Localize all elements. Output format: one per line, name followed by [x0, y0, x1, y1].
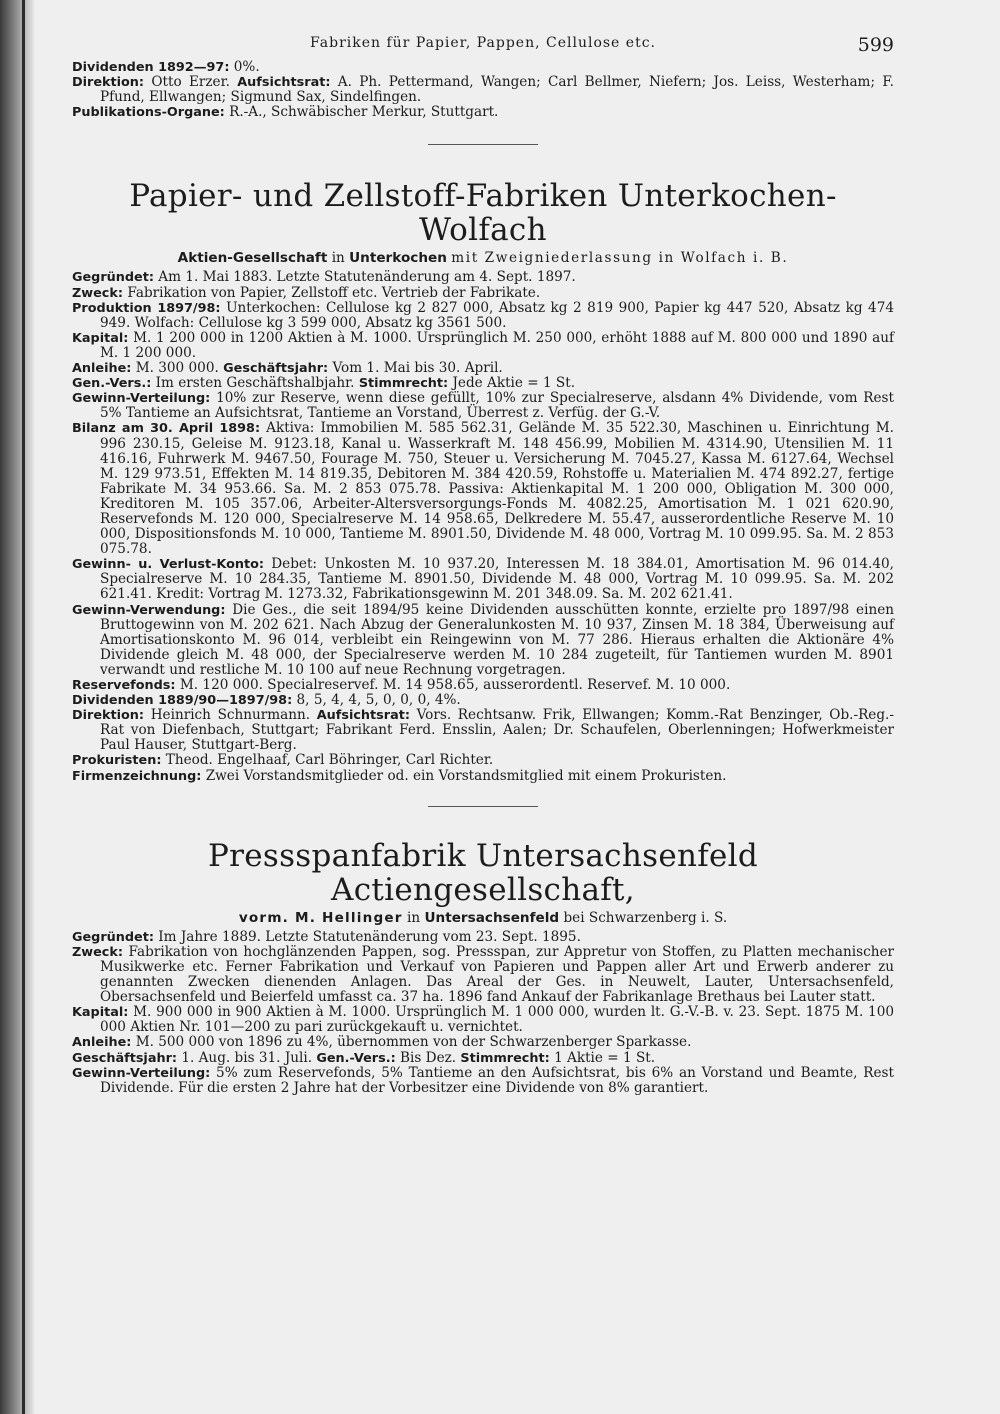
company-subtitle [72, 911, 894, 926]
page-number: 599 [857, 34, 894, 56]
entry-label: Dividenden 1892—97: [72, 60, 230, 75]
entry-label: Gewinn-Verteilung: [72, 391, 211, 407]
entry-balance-sheet [72, 421, 894, 557]
running-title: Fabriken für Papier, Pappen, Cellulose etc. [310, 35, 656, 51]
entry-label: Kapital: [72, 1005, 129, 1021]
entry-label: Prokuristen: [72, 753, 162, 769]
entry-label: Gewinn-Verwendung: [72, 602, 226, 618]
company-place: Unterkochen [349, 250, 447, 267]
entry-label: Zweck: [72, 944, 123, 960]
entry-text: M. 1 200 000 in 1200 Aktien à M. 1000. Ursprünglich M. 250 000, erhöht 1888 auf M. 800 000 und 1890 auf M. 1 200 000. [100, 329, 894, 361]
entry-text: Im ersten Geschäftshalbjahr. [155, 375, 355, 392]
entry-text: M. 900 000 in 900 Aktien à M. 1000. Ursprünglich M. 1 000 000, wurden lt. G.-V.-B. v. 23. Sept. 1875 M. 100 000 Aktien Nr. 101—200 zu pari zurückgekauft u. vernichtet. [100, 1004, 894, 1036]
company-form: vorm. M. Hellinger [238, 909, 403, 926]
entry-text: Bis Dez. [400, 1049, 457, 1066]
entry-text: Otto Erzer. [151, 74, 230, 91]
entry-label: Dividenden 1889/90—1897/98: [72, 693, 293, 709]
entry-label: Bilanz am 30. April 1898: [72, 421, 261, 437]
entry-text: M. 300 000. [135, 360, 219, 377]
entry-line [72, 105, 894, 120]
entry-line [72, 60, 894, 75]
entry-text: Unterkochen: Cellulose kg 2 827 000, Absatz kg 2 819 900, Papier kg 447 520, Absatz kg 474 949. Wolfach: Cellulose kg 3 599 000, Absatz kg 3561 500. [100, 299, 895, 331]
entry-label: Gen.-Vers.: [316, 1050, 396, 1066]
entry-text: 0%. [233, 59, 260, 75]
entry-label: Gen.-Vers.: [72, 376, 152, 392]
entry-text: Am 1. Mai 1883. Letzte Statutenänderung am 4. Sept. 1897. [158, 269, 576, 286]
entry-capital [72, 331, 894, 361]
entry-text: M. 500 000 von 1896 zu 4%, übernommen von der Schwarzenberger Sparkasse. [135, 1034, 692, 1051]
entry-loan [72, 361, 894, 376]
entry-procurists [72, 753, 894, 768]
entry-label: Direktion: [72, 708, 145, 724]
section-divider [428, 144, 538, 145]
company-entry-unterkochen [72, 179, 894, 783]
company-place: Untersachsenfeld [424, 909, 560, 926]
entry-label: Stimmrecht: [358, 376, 449, 392]
entry-label: Aufsichtsrat: [316, 708, 410, 724]
entry-label: Gegründet: [72, 929, 154, 945]
entry-text: A. Ph. Pettermand, Wangen; Carl Bellmer, Niefern; Jos. Leiss, Westerham; F. Pfund, Ellwangen; Sigmund Sax, Sindelfingen. [100, 74, 894, 106]
spine-edge-line [22, 0, 25, 1414]
entry-text: 5% zum Reservefonds, 5% Tantieme an den Aufsichtsrat, bis 6% an Vorstand und Beamte, Rest Dividende. Für die ersten 2 Jahre hat der Vorbesitzer eine Dividende von 8% garantiert. [100, 1064, 894, 1096]
company-title: Pressspanfabrik Untersachsenfeld Actiengesellschaft, [207, 837, 759, 908]
entry-label: Gegründet: [72, 270, 154, 286]
entry-text: 8, 5, 4, 4, 5, 0, 0, 0, 4%. [296, 692, 461, 709]
entry-text: Debet: Unkosten M. 10 937.20, Interessen M. 18 384.01, Amortisation M. 96 014.40, Specialreserve M. 10 284.35, Tantieme M. 8901.50, Dividende M. 48 000, Vortrag M. 10 099.95. Sa. M. 202 621.41. Kredit: Vortrag M. 1273.32, Fabrikationsgewinn M. 201 348.09. Sa. M. 202 621.41. [100, 556, 894, 603]
entry-management [72, 708, 894, 753]
entry-label: Firmenzeichnung: [72, 768, 202, 784]
entry-profit-use [72, 603, 894, 678]
entry-purpose [72, 945, 894, 1005]
entry-text: Vors. Rechtsanw. Frik, Ellwangen; Komm.-Rat Benzinger, Ob.-Reg.-Rat von Diefenbach, Stuttgart; Fabrikant Ferd. Ensslin, Aalen; Dr. Schaufelen, Oberlenningen; Hofwerkmeister Paul Hauser, Stuttgart-Berg. [100, 707, 894, 754]
entry-label: Stimmrecht: [460, 1050, 550, 1066]
company-title: Papier- und Zellstoff-Fabriken Unterkochen-Wolfach [129, 178, 837, 249]
entry-text: Jede Aktie = 1 St. [452, 375, 576, 392]
entry-label: Kapital: [72, 330, 129, 346]
entry-profit-distribution [72, 1066, 894, 1096]
entry-purpose [72, 286, 894, 301]
section-divider [428, 806, 538, 807]
subtitle-rest: bei Schwarzenberg i. S. [563, 909, 728, 926]
entry-text: Heinrich Schnurmann. [150, 707, 311, 724]
book-spine-shadow [0, 0, 34, 1414]
entry-text: Aktiva: Immobilien M. 585 562.31, Gelände M. 35 522.30, Maschinen u. Einrichtung M. 996 230.15, Geleise M. 9123.18, Kanal u. Wasserkraft M. 148 456.99, Mobilien M. 4314.90, Utensilien M. 11 416.16, Fuhrwerk M. 9467.50, Fourage M. 750, Steuer u. Versicherung M. 7045.27, Kassa M. 6127.64, Wechsel M. 129 973.51, Effekten M. 14 819.35, Debitoren M. 384 420.59, Rohstoffe u. Materialien M. 474 892.27, fertige Fabrikate M. 34 953.66. Sa. M. 2 853 075.78. Passiva: Aktienkapital M. 1 200 000, Obligation M. 300 000, Kreditoren M. 105 357.06, Arbeiter-Altersversorgungs-Fonds M. 4082.25, Amortisation M. 1 021 620.90, Reservefonds M. 120 000, Specialreserve M. 14 958.65, Delkredere M. 55.47, ausserordentliche Reserve M. 10 000, Dispositionsfonds M. 10 000, Tantieme M. 8901.50, Dividende M. 48 000, Vortrag M. 10 099.95. Sa. M. 2 853 075.78. [100, 420, 894, 558]
entry-text: Vom 1. Mai bis 30. April. [332, 360, 503, 377]
entry-text: M. 120 000. Specialreservef. M. 14 958.65, ausserordentl. Reservef. M. 10 000. [179, 677, 731, 693]
company-subtitle [72, 251, 894, 266]
entry-reserve-fund [72, 678, 894, 693]
entry-label: Geschäftsjahr: [223, 361, 329, 377]
entry-text: Im Jahre 1889. Letzte Statutenänderung vom 23. Sept. 1895. [158, 928, 581, 945]
entry-general-meeting [72, 376, 894, 391]
entry-text: Fabrikation von hochglänzenden Pappen, sog. Pressspan, zur Appretur von Stoffen, zu Platten mechanischer Musikwerke etc. Ferner Fabrikation und Verkauf von Papieren und Pappen aller Art und Erwerb anderer zu genannten Zwecken dienenden Anlagen. Das Areal der Ges. in Neuwelt, Lauter, Untersachsenfeld, Obersachsenfeld und Beierfeld umfasst ca. 37 ha. 1896 fand Ankauf der Fabrikanlage Brethaus bei Lauter statt. [100, 943, 895, 1006]
previous-entry [72, 60, 894, 120]
entry-label: Gewinn-Verteilung: [72, 1065, 211, 1081]
subtitle-in: in [407, 909, 421, 926]
entry-label: Gewinn- u. Verlust-Konto: [72, 557, 265, 573]
running-head [72, 30, 894, 60]
entry-text: Die Ges., die seit 1894/95 keine Dividenden ausschütten konnte, erzielte pro 1897/98 einen Bruttogewinn von M. 202 621. Nach Abzug der Generalunkosten M. 10 937, Zinsen M. 18 384, Überweisung auf Amortisationskonto M. 96 014, verbleibt ein Reingewinn von M. 77 286. Hieraus erhalten die Aktionäre 4% Dividende gleich M. 48 000, der Specialreserve werden M. 10 284 zugeteilt, für Tantiemen wurden M. 8901 verwandt und restliche M. 10 100 auf neue Rechnung vorgetragen. [100, 601, 894, 678]
document-page [72, 30, 894, 1096]
entry-fiscal-year [72, 1051, 894, 1066]
company-entry-untersachsenfeld [72, 839, 894, 1096]
entry-text: R.-A., Schwäbischer Merkur, Stuttgart. [229, 104, 499, 121]
entry-line [72, 75, 894, 105]
entry-profit-distribution [72, 391, 894, 421]
entry-founded [72, 270, 894, 285]
entry-label: Anleihe: [72, 1035, 132, 1051]
entry-label: Produktion 1897/98: [72, 300, 221, 316]
entry-profit-loss [72, 557, 894, 602]
entry-label: Direktion: [72, 75, 145, 91]
company-form: Aktien-Gesellschaft [177, 250, 328, 267]
entry-loan [72, 1035, 894, 1050]
entry-production [72, 301, 894, 331]
entry-label: Anleihe: [72, 361, 132, 377]
entry-capital [72, 1005, 894, 1035]
entry-label: Aufsichtsrat: [237, 75, 331, 91]
entry-dividends [72, 693, 894, 708]
entry-signature [72, 769, 894, 784]
entry-text: 1. Aug. bis 31. Juli. [181, 1049, 313, 1066]
entry-label: Reservefonds: [72, 678, 176, 693]
entry-text: 1 Aktie = 1 St. [554, 1049, 656, 1066]
entry-label: Zweck: [72, 285, 123, 301]
entry-text: 10% zur Reserve, wenn diese gefüllt, 10% zur Specialreserve, alsdann 4% Dividende, vom Rest 5% Tantieme an Aufsichtsrat, Tantieme an Vorstand, Überrest z. Verfüg. der G.-V. [100, 390, 894, 422]
subtitle-in: in [331, 250, 345, 267]
entry-founded [72, 930, 894, 945]
entry-text: Fabrikation von Papier, Zellstoff etc. Vertrieb der Fabrikate. [127, 284, 541, 301]
entry-label: Publikations-Organe: [72, 105, 225, 121]
entry-text: Theod. Engelhaaf, Carl Böhringer, Carl Richter. [165, 752, 494, 769]
entry-label: Geschäftsjahr: [72, 1050, 177, 1066]
entry-text: Zwei Vorstandsmitglieder od. ein Vorstandsmitglied mit einem Prokuristen. [205, 767, 727, 784]
subtitle-rest: mit Zweigniederlassung in Wolfach i. B. [451, 250, 789, 267]
